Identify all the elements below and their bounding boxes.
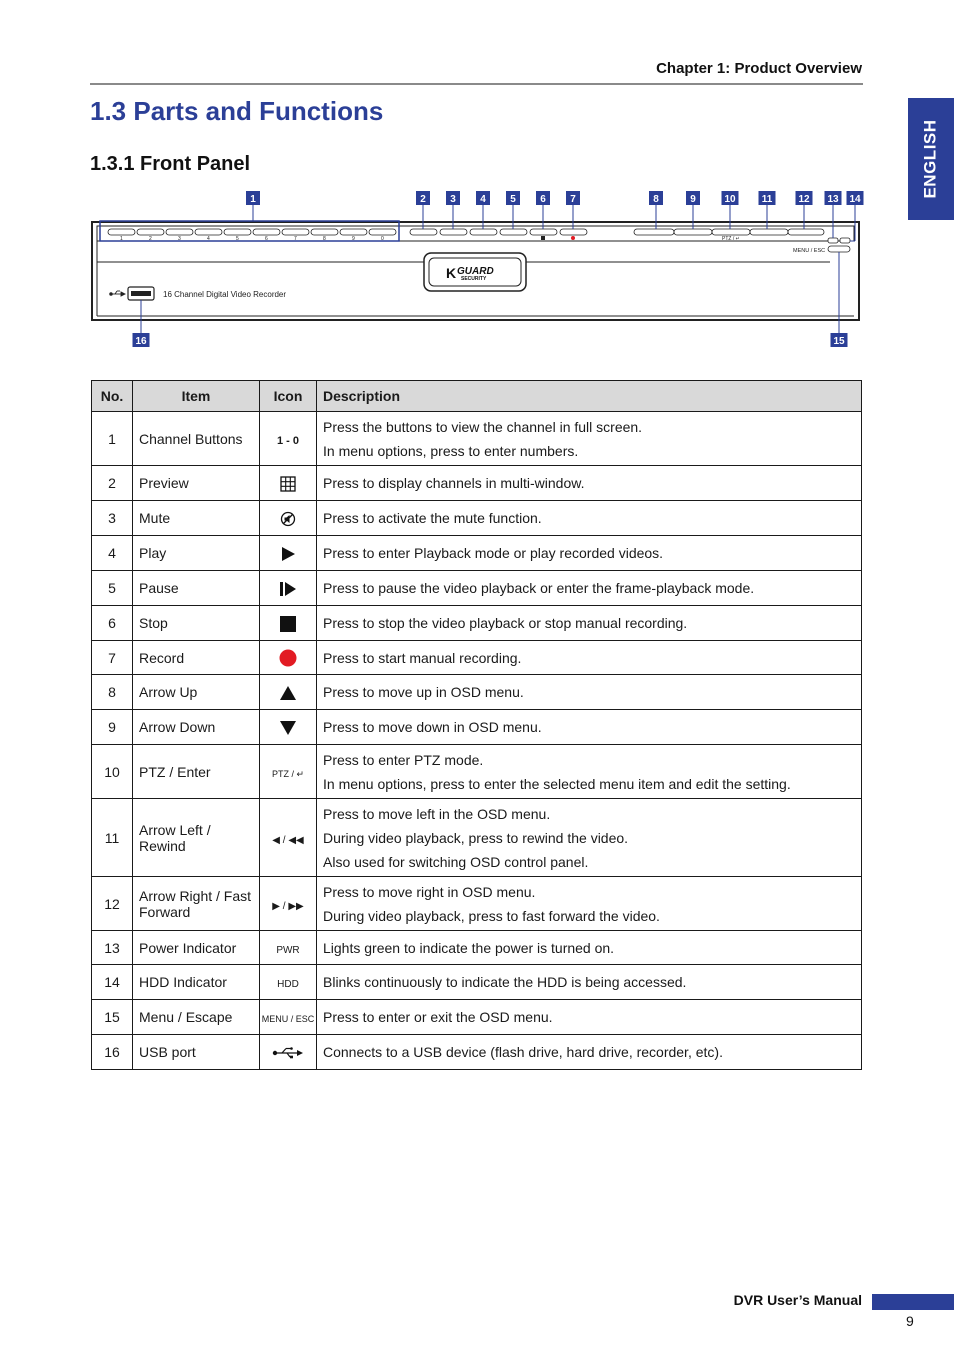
- callout-number: 7: [570, 194, 576, 205]
- row-description: [317, 675, 862, 710]
- channel-button-shape: [108, 229, 135, 235]
- row-description: [317, 931, 862, 965]
- row-number: 10: [92, 745, 133, 799]
- front-panel-diagram: [0, 185, 954, 355]
- row-icon-cell: [260, 571, 317, 606]
- table-row: [92, 1000, 862, 1035]
- callout-number: 3: [450, 194, 456, 205]
- description-line: Press to activate the mute function.: [323, 510, 542, 526]
- stop-button-shape: [530, 229, 557, 235]
- description-line: Press to display channels in multi-window.: [323, 475, 585, 491]
- play-icon: [280, 546, 296, 562]
- grid-icon: [280, 476, 296, 492]
- table-row: [92, 606, 862, 641]
- row-number: 6: [92, 606, 133, 641]
- row-description: [317, 965, 862, 1000]
- row-item: Record: [133, 641, 260, 675]
- mute-button-shape: [440, 229, 467, 235]
- row-icon-cell: [260, 466, 317, 501]
- arrow-up-icon: [280, 686, 296, 700]
- channel-button-shape: [282, 229, 309, 235]
- row-description: [317, 745, 862, 799]
- callout-number: 16: [135, 336, 147, 347]
- page-number: 9: [906, 1313, 914, 1329]
- table-row: [92, 466, 862, 501]
- row-icon-cell: [260, 799, 317, 877]
- table-row: [92, 931, 862, 965]
- callout-number: 6: [540, 194, 546, 205]
- row-icon-cell: [260, 1000, 317, 1035]
- channel-button-digit: 1: [120, 236, 123, 242]
- description-line: During video playback, press to rewind the video.: [323, 829, 629, 846]
- row-description: [317, 710, 862, 745]
- fast-forward-button-shape: [788, 229, 824, 235]
- table-row: [92, 877, 862, 931]
- row-icon-cell: [260, 877, 317, 931]
- channel-button-shape: [166, 229, 193, 235]
- row-number: 15: [92, 1000, 133, 1035]
- rewind-icon: ◀ / ◀◀: [272, 834, 304, 846]
- row-number: 2: [92, 466, 133, 501]
- row-item: Pause: [133, 571, 260, 606]
- callout-number: 15: [833, 336, 845, 347]
- row-icon-cell: [260, 412, 317, 466]
- row-number: 5: [92, 571, 133, 606]
- channel-button-digit: 6: [265, 236, 268, 242]
- play-button-shape: [470, 229, 497, 235]
- hdd-led-shape: [840, 238, 850, 243]
- fast-forward-icon: ▶ / ▶▶: [272, 900, 304, 912]
- description-line: Press to move up in OSD menu.: [323, 684, 524, 700]
- description-line: Also used for switching OSD control panel.: [323, 853, 589, 870]
- mute-icon: [280, 511, 296, 527]
- device-label: 16 Channel Digital Video Recorder: [163, 290, 287, 299]
- pwr-led-shape: [828, 238, 838, 243]
- callout-number: 9: [690, 194, 696, 205]
- description-line: Press the buttons to view the channel in full screen.: [323, 418, 643, 435]
- menu-esc-label: MENU / ESC: [793, 248, 826, 254]
- usb-port-inner: [131, 291, 151, 296]
- digits-icon: 1 - 0: [276, 434, 299, 447]
- description-line: Press to move right in OSD menu.: [323, 883, 536, 900]
- rewind-button-shape: [750, 229, 788, 235]
- record-icon: [279, 649, 297, 667]
- channel-button-shape: [369, 229, 396, 235]
- preview-button-shape: [410, 229, 437, 235]
- row-item: Power Indicator: [133, 931, 260, 965]
- callout-number: 5: [510, 194, 516, 205]
- pwr-icon: PWR: [276, 944, 300, 956]
- channel-button-digit: 2: [149, 236, 152, 242]
- header-divider: [90, 83, 863, 85]
- channel-button-shape: [224, 229, 251, 235]
- channel-button-digit: 8: [323, 236, 326, 242]
- row-icon-cell: [260, 745, 317, 799]
- description-line: Press to enter Playback mode or play recorded videos.: [323, 545, 664, 561]
- description-line: Press to move down in OSD menu.: [323, 719, 542, 735]
- arrow-down-icon: [280, 721, 296, 735]
- row-icon-cell: [260, 501, 317, 536]
- row-description: [317, 1035, 862, 1070]
- row-number: 8: [92, 675, 133, 710]
- channel-button-digit: 3: [178, 236, 181, 242]
- table-row: [92, 571, 862, 606]
- chapter-header: Chapter 1: Product Overview: [656, 60, 862, 77]
- table-row: [92, 675, 862, 710]
- row-icon-cell: [260, 675, 317, 710]
- header-icon: Icon: [260, 381, 317, 412]
- row-description: [317, 877, 862, 931]
- description-line: Press to pause the video playback or enter the frame-playback mode.: [323, 580, 755, 596]
- table-row: [92, 501, 862, 536]
- row-description: [317, 799, 862, 877]
- description-line: Connects to a USB device (flash drive, hard drive, recorder, etc).: [323, 1044, 723, 1060]
- row-item: Arrow Right / Fast Forward: [133, 877, 260, 931]
- table-header-row: [92, 381, 862, 412]
- row-item: HDD Indicator: [133, 965, 260, 1000]
- row-number: 11: [92, 799, 133, 877]
- description-line: Press to enter or exit the OSD menu.: [323, 1009, 553, 1025]
- row-item: PTZ / Enter: [133, 745, 260, 799]
- header-description: Description: [317, 381, 862, 412]
- row-item: Mute: [133, 501, 260, 536]
- subsection-title: 1.3.1 Front Panel: [90, 153, 251, 175]
- channel-button-digit: 5: [236, 236, 239, 242]
- header-no: No.: [92, 381, 133, 412]
- row-description: [317, 536, 862, 571]
- row-item: Stop: [133, 606, 260, 641]
- usb-icon: [272, 1047, 304, 1059]
- description-line: Press to enter PTZ mode.: [323, 751, 484, 768]
- channel-button-shape: [195, 229, 222, 235]
- row-number: 16: [92, 1035, 133, 1070]
- menu-esc-icon: MENU / ESC: [261, 1014, 315, 1024]
- row-description: [317, 606, 862, 641]
- row-icon-cell: [260, 606, 317, 641]
- row-icon-cell: [260, 1035, 317, 1070]
- row-item: USB port: [133, 1035, 260, 1070]
- row-item: Arrow Left / Rewind: [133, 799, 260, 877]
- channel-button-digit: 7: [294, 236, 297, 242]
- logo-guard: GUARD: [457, 266, 494, 277]
- ptz-enter-icon: PTZ / ↵: [271, 768, 305, 779]
- row-number: 3: [92, 501, 133, 536]
- table-row: [92, 641, 862, 675]
- row-icon-cell: [260, 536, 317, 571]
- row-item: Menu / Escape: [133, 1000, 260, 1035]
- row-description: [317, 501, 862, 536]
- callout-number: 1: [250, 194, 256, 205]
- row-description: [317, 571, 862, 606]
- channel-button-digit: 9: [352, 236, 355, 242]
- row-description: [317, 641, 862, 675]
- description-line: Lights green to indicate the power is turned on.: [323, 939, 615, 956]
- pause-button-shape: [500, 229, 527, 235]
- table-row: [92, 1035, 862, 1070]
- language-tab-label: ENGLISH: [921, 119, 940, 199]
- hdd-icon: HDD: [277, 979, 299, 990]
- description-line: During video playback, press to fast forward the video.: [323, 907, 660, 924]
- table-row: [92, 710, 862, 745]
- ptz-label: PTZ / ↵: [722, 236, 740, 242]
- callout-number: 13: [827, 194, 839, 205]
- description-line: Press to move left in the OSD menu.: [323, 805, 551, 822]
- channel-button-shape: [340, 229, 367, 235]
- row-icon-cell: [260, 641, 317, 675]
- callout-number: 11: [761, 194, 773, 205]
- description-line: Blinks continuously to indicate the HDD is being accessed.: [323, 974, 687, 990]
- row-number: 14: [92, 965, 133, 1000]
- channel-button-shape: [311, 229, 338, 235]
- header-item: Item: [133, 381, 260, 412]
- table-row: [92, 799, 862, 877]
- table-row: [92, 536, 862, 571]
- table-row: [92, 965, 862, 1000]
- row-description: [317, 412, 862, 466]
- arrow-down-button-shape: [674, 229, 712, 235]
- parts-table: [91, 380, 862, 1070]
- arrow-up-button-shape: [634, 229, 674, 235]
- row-number: 7: [92, 641, 133, 675]
- footer-accent-bar: [872, 1294, 954, 1310]
- row-item: Channel Buttons: [133, 412, 260, 466]
- record-button-shape: [560, 229, 587, 235]
- logo-k: K: [446, 265, 457, 281]
- callout-number: 4: [480, 194, 486, 205]
- row-number: 1: [92, 412, 133, 466]
- callout-number: 2: [420, 194, 426, 205]
- table-row: [92, 412, 862, 466]
- row-description: [317, 466, 862, 501]
- ptz-button-shape: [712, 229, 750, 235]
- row-description: [317, 1000, 862, 1035]
- callout-number: 12: [798, 194, 810, 205]
- description-line: In menu options, press to enter numbers.: [323, 442, 579, 459]
- row-item: Arrow Up: [133, 675, 260, 710]
- description-line: Press to stop the video playback or stop manual recording.: [323, 615, 688, 631]
- description-line: In menu options, press to enter the selected menu item and edit the setting.: [323, 775, 791, 792]
- row-item: Play: [133, 536, 260, 571]
- row-icon-cell: [260, 965, 317, 1000]
- row-item: Arrow Down: [133, 710, 260, 745]
- footer-manual-title: DVR User’s Manual: [733, 1292, 862, 1308]
- table-row: [92, 745, 862, 799]
- channel-button-shape: [253, 229, 280, 235]
- kguard-logo: [424, 253, 526, 291]
- stop-mark: [541, 236, 545, 240]
- row-number: 12: [92, 877, 133, 931]
- menu-esc-button-shape: [828, 246, 850, 252]
- row-item: Preview: [133, 466, 260, 501]
- row-icon-cell: [260, 710, 317, 745]
- channel-button-digit: 0: [381, 236, 384, 242]
- callout-number: 8: [653, 194, 659, 205]
- channel-button-digit: 4: [207, 236, 210, 242]
- callout-number: 10: [724, 194, 736, 205]
- pause-icon: [279, 581, 297, 597]
- logo-security: SECURITY: [461, 276, 487, 282]
- row-number: 13: [92, 931, 133, 965]
- record-mark: [571, 236, 575, 240]
- stop-icon: [280, 616, 296, 632]
- channel-button-shape: [137, 229, 164, 235]
- row-number: 4: [92, 536, 133, 571]
- section-title: 1.3 Parts and Functions: [90, 96, 384, 126]
- description-line: Press to start manual recording.: [323, 649, 522, 666]
- row-icon-cell: [260, 931, 317, 965]
- row-number: 9: [92, 710, 133, 745]
- callout-number: 14: [849, 194, 861, 205]
